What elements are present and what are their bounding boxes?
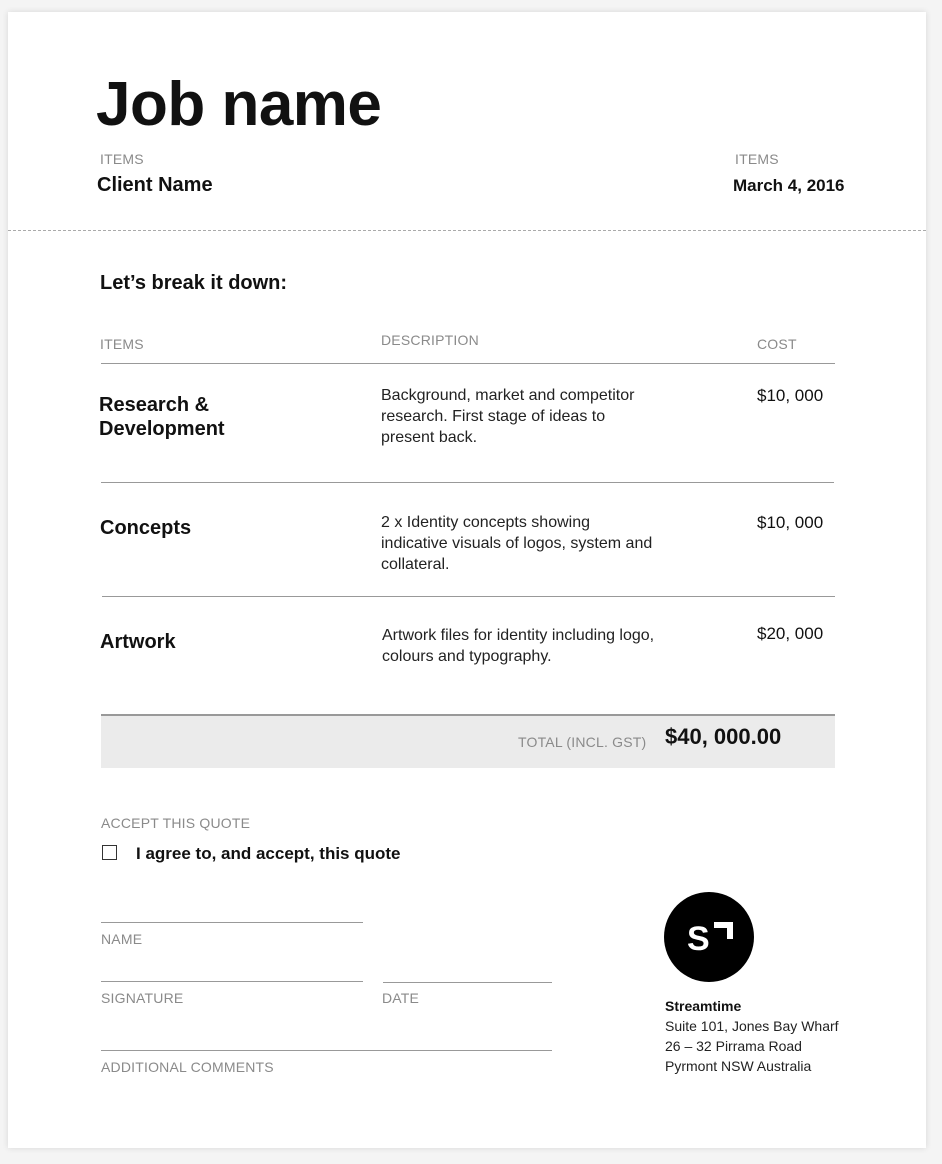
date-signature-label: DATE xyxy=(382,990,420,1006)
client-label: ITEMS xyxy=(100,151,144,167)
column-header-description: DESCRIPTION xyxy=(381,332,479,348)
date-label: ITEMS xyxy=(735,151,779,167)
name-input-line[interactable] xyxy=(101,922,363,923)
company-address-line: 26 – 32 Pirrama Road xyxy=(665,1038,802,1054)
item-cost: $20, 000 xyxy=(757,624,824,643)
comments-input-line[interactable] xyxy=(101,1050,552,1051)
breakdown-heading: Let’s break it down: xyxy=(100,272,288,294)
company-name: Streamtime xyxy=(665,998,742,1014)
item-name: Research & Development xyxy=(99,394,225,440)
additional-comments-label: ADDITIONAL COMMENTS xyxy=(101,1059,274,1075)
row-divider xyxy=(101,482,834,483)
total-value: $40, 000.00 xyxy=(665,724,782,749)
row-divider xyxy=(102,596,835,597)
svg-text:S: S xyxy=(687,920,710,958)
item-name: Concepts xyxy=(100,517,192,539)
item-cost: $10, 000 xyxy=(757,386,824,405)
dashed-divider xyxy=(8,230,926,231)
column-header-cost: COST xyxy=(757,336,797,352)
accept-checkbox-label[interactable]: I agree to, and accept, this quote xyxy=(136,844,401,863)
date-input-line[interactable] xyxy=(383,982,552,983)
quote-page xyxy=(8,12,926,1148)
quote-date: March 4, 2016 xyxy=(733,176,845,195)
total-label: TOTAL (INCL. GST) xyxy=(518,734,647,750)
item-name: Artwork xyxy=(100,631,176,653)
item-description: Artwork files for identity including logo, colours and typography. xyxy=(382,627,655,665)
item-description: 2 x Identity concepts showing indicative visuals of logos, system and collateral. xyxy=(381,514,653,573)
job-title: Job name xyxy=(96,70,382,139)
item-cost: $10, 000 xyxy=(757,513,824,532)
column-header-items: ITEMS xyxy=(100,336,144,352)
accept-quote-label: ACCEPT THIS QUOTE xyxy=(101,815,251,831)
table-header-rule xyxy=(101,363,835,364)
company-address-line: Suite 101, Jones Bay Wharf xyxy=(665,1018,839,1034)
name-label: NAME xyxy=(101,931,143,947)
streamtime-logo-icon xyxy=(664,892,754,982)
signature-label: SIGNATURE xyxy=(101,990,184,1006)
item-description: Background, market and competitor research. First stage of ideas to present back. xyxy=(381,387,635,446)
signature-input-line[interactable] xyxy=(101,981,363,982)
client-name: Client Name xyxy=(97,174,213,196)
company-address-line: Pyrmont NSW Australia xyxy=(665,1058,812,1074)
accept-checkbox[interactable] xyxy=(102,845,117,860)
